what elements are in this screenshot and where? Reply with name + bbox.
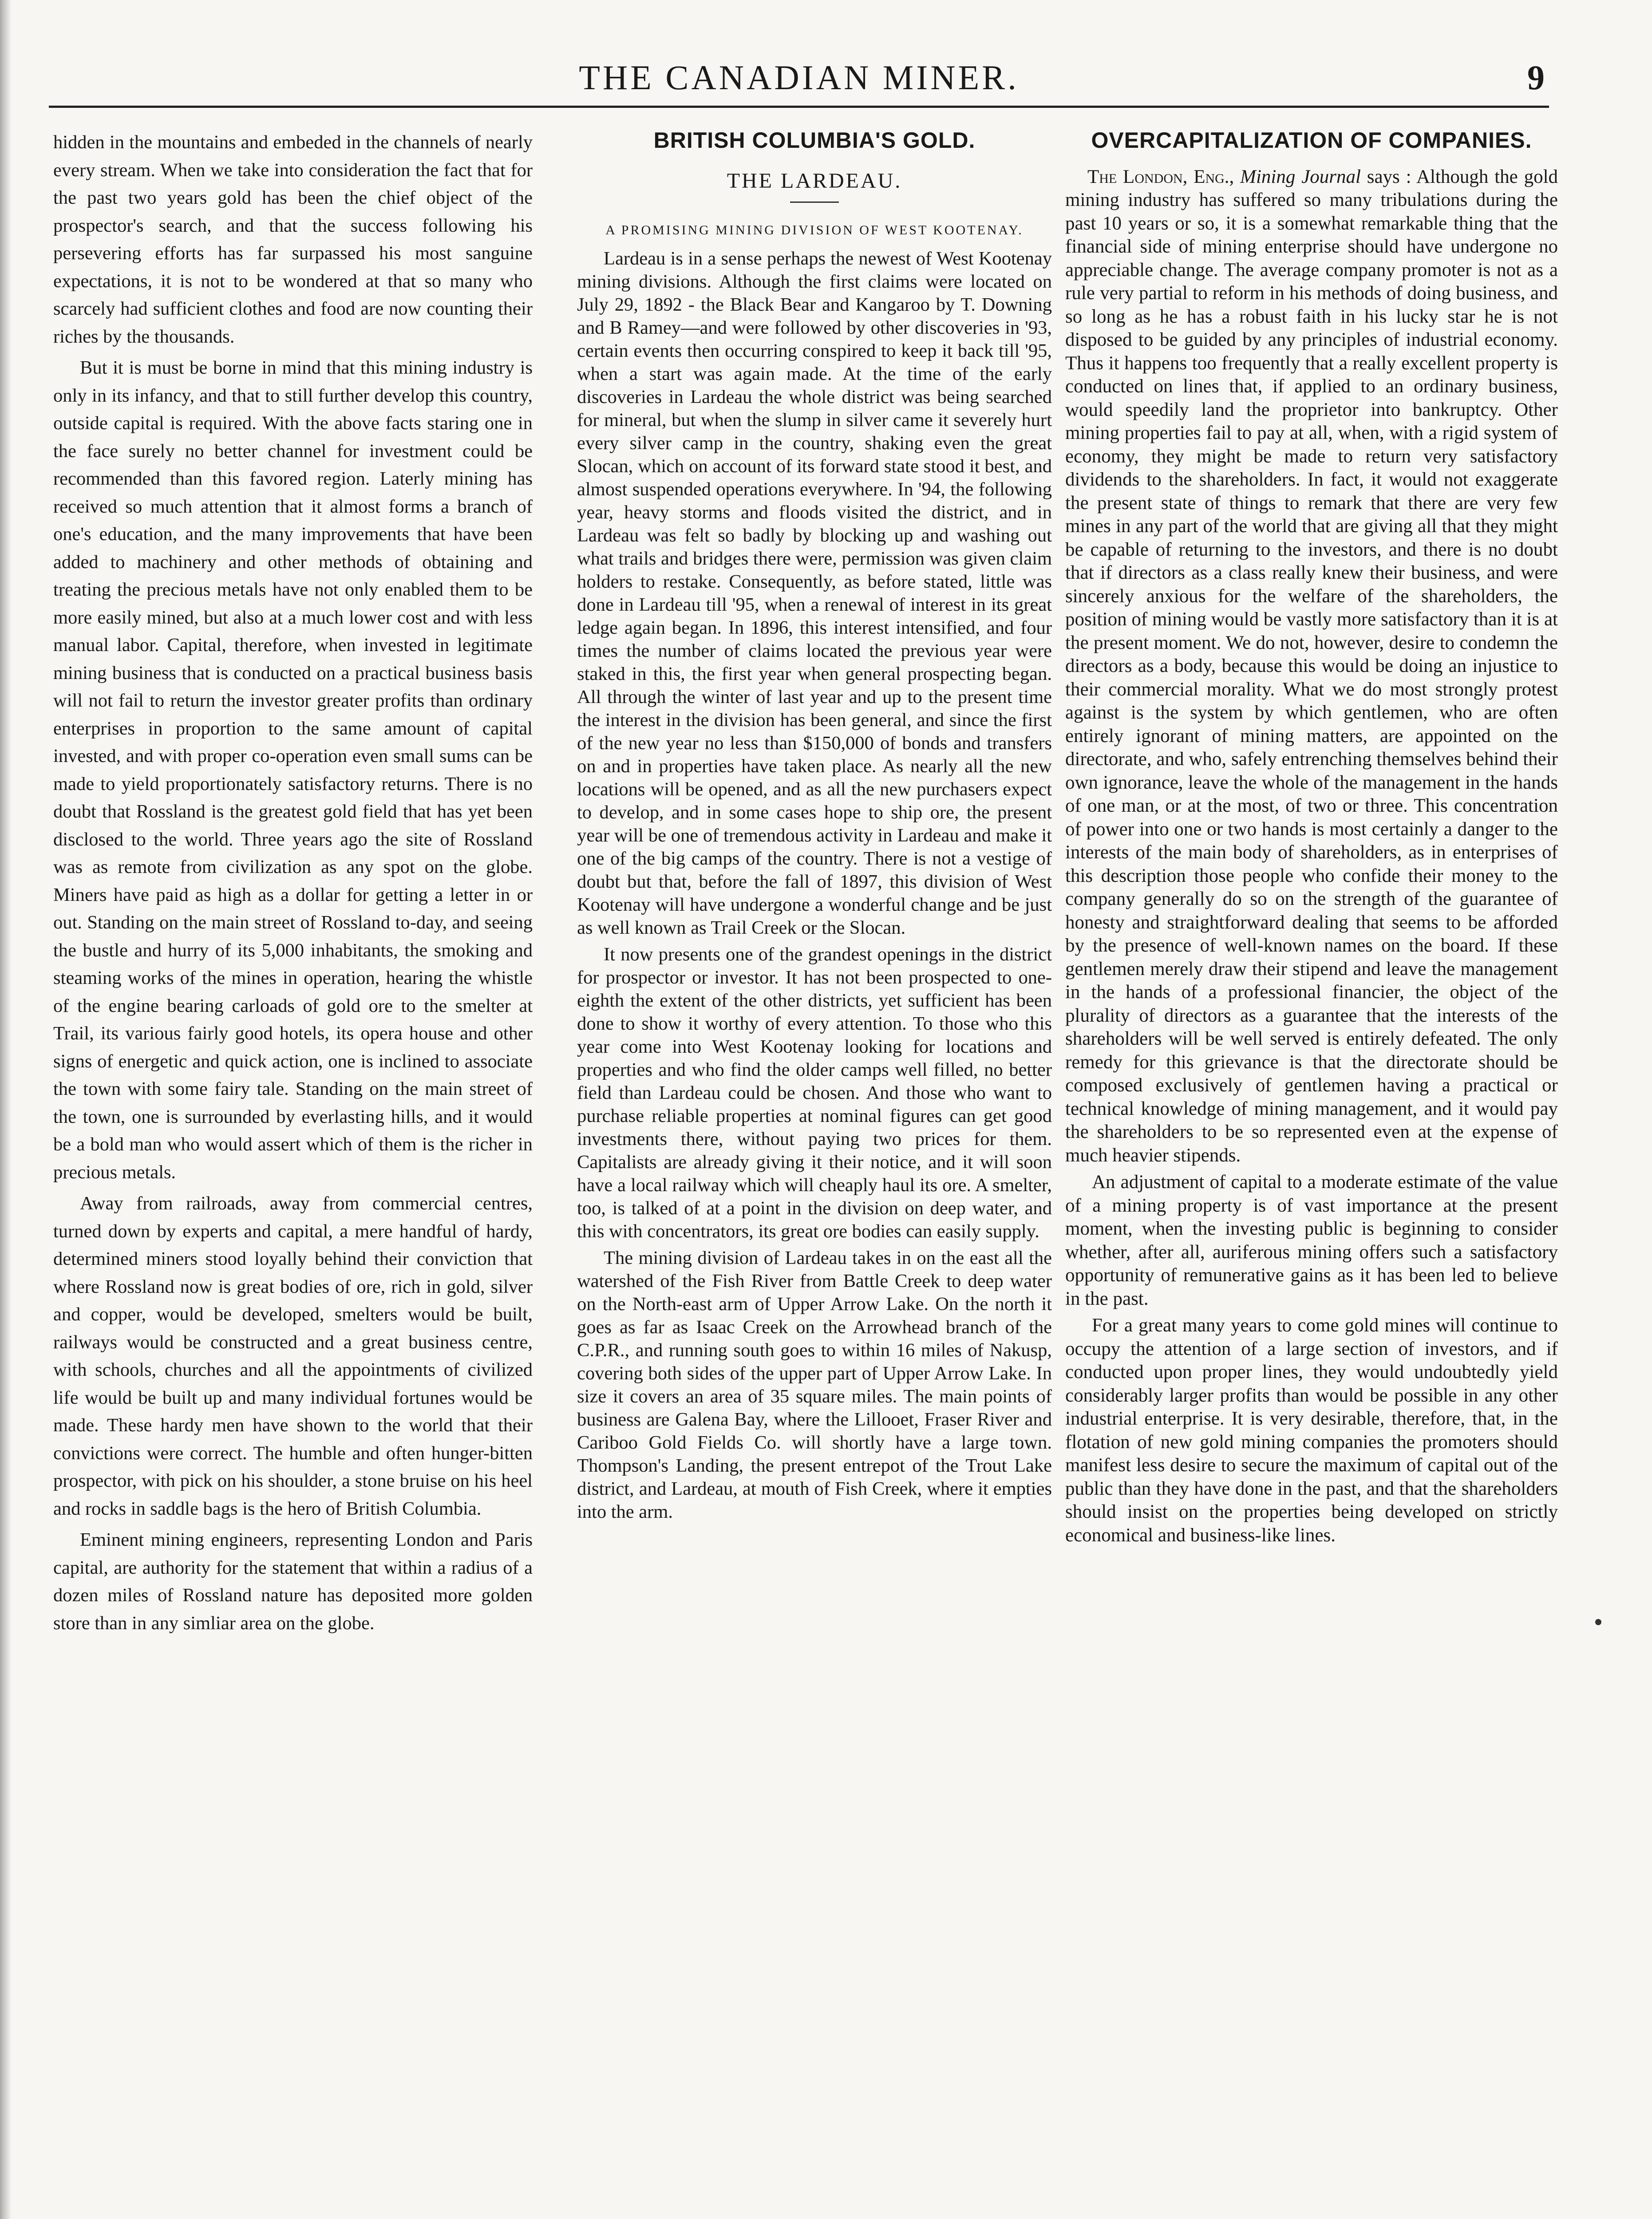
paragraph: For a great many years to come gold mines will continue to occupy the attention of a large section of investors, and if conducted upon proper lines, they would undoubtedly yield considerably larger profits than would be possible in any other industrial enterprise. It is very desirable, therefore, that, in the flotation of new gold mining companies the promoters should manifest less desire to secure the maximum of capital out of the public than they have done in the past, and that the shareholders should insist on the properties being developed on strictly economical and business-like lines. [1065, 1315, 1558, 1546]
masthead-rule [49, 106, 1549, 108]
publication-title: THE CANADIAN MINER. [579, 58, 1019, 97]
column-1 [53, 129, 533, 2206]
intro-prefix: The London, Eng., [1087, 166, 1234, 187]
column-3 [1065, 129, 1558, 2206]
article-deck: A PROMISING MINING DIVISION OF WEST KOOTENAY. [605, 223, 1024, 237]
paragraph: Lardeau is in a sense perhaps the newest of West Kootenay mining divisions. Although the first claims were located on July 29, 1892 - the Black Bear and Kangaroo by T. Downing and B Ramey—and were followed by other discoveries in '93, certain events then occurring conspired to keep it back till '95, when a start was again made. At the time of the early discoveries in Lardeau the whole district was being searched for mineral, but when the slump in silver came it severely hurt every silver camp in the country, shaking even the great Slocan, which on account of its forward state stood it best, and almost suspended operations everywhere. In '94, the following year, heavy storms and floods visited the district, and in Lardeau was felt so badly by blocking up and washing out what trails and bridges there were, permission was given claim holders to restake. Consequently, as before stated, little was done in Lardeau till '95, when a renewal of interest in its great ledge again began. In 1896, this interest intensified, and four times the number of claims located the previous year were staked in this, the first year when general prospecting began. All through the winter of last year and up to the present time the interest in the division has been general, and since the first of the new year no less than $150,000 of bonds and transfers on and in properties have taken place. As nearly all the new locations will be opened, and as all the new purchasers expect to develop, and in some cases hope to ship ore, the present year will be one of tremendous activity in Lardeau and make it one of the big camps of the country. There is not a vestige of doubt but that, before the fall of 1897, this division of West Kootenay will have undergone a wonderful change and be just as well known as Trail Creek or the Slocan. [577, 248, 1052, 938]
ink-speck [1595, 1619, 1601, 1625]
paragraph: It now presents one of the grandest openings in the district for prospector or investor. It has not been prospected to one-eighth the extent of the other districts, yet sufficient has been done to show it worthy of every attention. To those who this year come into West Kootenay looking for locations and properties and who find the older camps well filled, no better field than Lardeau could be chosen. And those who want to purchase reliable properties at nominal figures can get good investments there, without paying two prices for them. Capitalists are already giving it their notice, and it will soon have a local railway which will cheaply haul its ore. A smelter, too, is talked of at a point in the division on deep water, and this with concentrators, its great ore bodies can easily supply. [577, 944, 1052, 1242]
intro-suffix: says : [1367, 166, 1411, 187]
paragraph: Eminent mining engineers, representing London and Paris capital, are authority for the statement that within a radius of a dozen miles of Rossland nature has deposited more golden store than in any simliar area on the globe. [53, 1529, 533, 1634]
journal-name: Mining Journal [1240, 166, 1361, 187]
article-subhead: THE LARDEAU. [727, 169, 902, 193]
paragraph-body: Although the gold mining industry has suffered so many tribulations during the past 10 years or so, it is a somewhat remarkable thing that the financial side of mining enterprise should have undergone no appreciable change. The average company promoter is not as a rule very partial to reform in his methods of doing business, and so long as he has a robust faith in his lucky star he is not disposed to be guided by any principles of industrial economy. Thus it happens too frequently that a really excellent property is conducted on lines that, if applied to an ordinary business, would speedily land the proprietor into bankruptcy. Other mining properties fail to pay at all, when, with a rigid system of economy, they might be made to return very satisfactory dividends to the shareholders. In fact, it would not exaggerate the present state of things to remark that there are very few mines in any part of the world that are giving all that they might be capable of returning to the investors, and there is no doubt that if directors as a class really knew their business, and were sincerely anxious for the welfare of the shareholders, the position of mining would be vastly more satisfactory than it is at the present moment. We do not, however, desire to condemn the directors as a body, because this would be doing an injustice to their commercial morality. What we do most strongly protest against is the system by which gentlemen, who are often entirely ignorant of mining matters, are appointed on the directorate, and who, safely entrenching themselves behind their own ignorance, leave the whole of the management in the hands of one man, or at the most, of two or three. This concentration of power into one or two hands is most certainly a danger to the interests of the main body of shareholders, as in enterprises of this description those people who confide their money to the company generally do so on the strength of the guarantee of honesty and straightforward dealing that seems to be afforded by the presence of well-known names on the board. If these gentlemen merely draw their stipend and leave the management in the hands of a professional financier, the object of the plurality of directors as a guarantee that the interests of the shareholders will be well served is entirely defeated. The only remedy for this grievance is that the directorate should be composed exclusively of gentlemen having a practical or technical knowledge of mining management, and it would pay the shareholders to be so represented even at the expense of much heavier stipends. [1065, 166, 1558, 1166]
paragraph: Away from railroads, away from commercial centres, turned down by experts and capital, a mere handful of hardy, determined miners stood loyally behind their conviction that where Rossland now is great bodies of ore, rich in gold, silver and copper, would be developed, smelters would be built, railways would be constructed and a great business centre, with schools, churches and all the appointments of civilized life would be built up and many individual fortunes would be made. These hardy men have shown to the world that their convictions were correct. The humble and often hunger-bitten prospector, with pick on his shoulder, a stone bruise on his heel and rocks in saddle bags is the hero of British Columbia. [53, 1193, 533, 1519]
divider [790, 201, 839, 203]
article-intro [1065, 166, 1558, 1168]
masthead [53, 53, 1545, 107]
paragraph: But it is must be borne in mind that this mining industry is only in its infancy, and that to still further develop this country, outside capital is required. With the above facts staring one in the face surely no better channel for investment could be recommended than this favored region. Laterly mining has received so much attention that it almost forms a branch of one's education, and the many improvements that have been added to machinery and other methods of obtaining and treating the precious metals have not only enabled them to be more easily mined, but also at a much lower cost and with less manual labor. Capital, therefore, when invested in legitimate mining business that is conducted on a practical business basis will not fail to return the investor greater profits than ordinary enterprises in proportion to the same amount of capital invested, and with proper co-operation even small sums can be made to yield proportionately satisfactory returns. There is no doubt that Rossland is the greatest gold field that has yet been disclosed to the world. Three years ago the site of Rossland was as remote from civilization as any spot on the globe. Miners have paid as high as a dollar for getting a letter in or out. Standing on the main street of Rossland to-day, and seeing the bustle and hurry of its 5,000 inhabitants, the smoking and steaming works of the mines in operation, hearing the whistle of the engine bearing carloads of gold ore to the smelter at Trail, its various fairly good hotels, its opera house and other signs of energetic and quick action, one is inclined to associate the town with some fairy tale. Standing on the main street of the town, one is surrounded by everlasting hills, and it would be a bold man who would assert which of them is the richer in precious metals. [53, 357, 533, 1183]
paragraph: The mining division of Lardeau takes in on the east all the watershed of the Fish River from Battle Creek to deep water on the North-east arm of Upper Arrow Lake. On the north it goes as far as Isaac Creek on the Arrowhead branch of the C.P.R., and running south goes to within 16 miles of Nakusp, covering both sides of the upper part of Upper Arrow Lake. In size it covers an area of 35 square miles. The main points of business are Galena Bay, where the Lillooet, Fraser River and Cariboo Gold Fields Co. will shortly have a large town. Thompson's Landing, the present entrepot of the Trout Lake district, and Lardeau, at mouth of Fish Creek, where it empties into the arm. [577, 1248, 1052, 1522]
paragraph: An adjustment of capital to a moderate estimate of the value of a mining property is of vast importance at the present moment, when the investing public is beginning to consider whether, after all, auriferous mining offers such a satisfactory opportunity of remunerative gains as it has been led to believe in the past. [1065, 1172, 1558, 1309]
paragraph: hidden in the mountains and embeded in the channels of nearly every stream. When we take into consideration the fact that for the past two years gold has been the chief object of the prospector's search, and that the success following his persevering efforts has far surpassed his most sanguine expectations, it is not to be wondered at that so many who scarcely had sufficient clothes and food are now counting their riches by the thousands. [53, 132, 533, 347]
binding-shadow [0, 0, 27, 2219]
page-number: 9 [1527, 58, 1545, 97]
article-headline: OVERCAPITALIZATION OF COMPANIES. [1091, 129, 1532, 153]
article-headline: BRITISH COLUMBIA'S GOLD. [653, 129, 976, 153]
column-2 [577, 129, 1052, 2206]
